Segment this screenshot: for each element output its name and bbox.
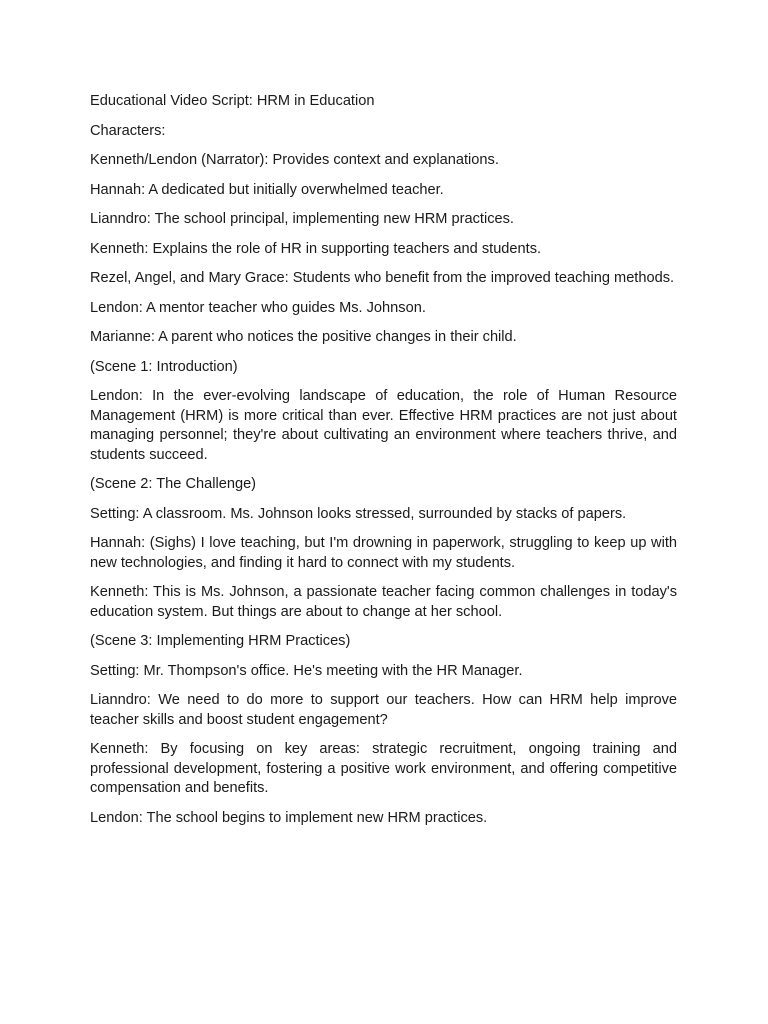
dialogue-paragraph: Hannah: (Sighs) I love teaching, but I'm drowning in paperwork, struggling to keep up with new technologies, and finding it hard to connect with my students. bbox=[90, 535, 677, 571]
character-entry: Kenneth/Lendon (Narrator): Provides context and explanations. bbox=[90, 152, 499, 168]
document-body bbox=[90, 92, 677, 838]
character-entry: Rezel, Angel, and Mary Grace: Students who benefit from the improved teaching methods. bbox=[90, 270, 675, 286]
scene-heading: (Scene 3: Implementing HRM Practices) bbox=[90, 633, 351, 649]
character-entry: Marianne: A parent who notices the positive changes in their child. bbox=[90, 329, 517, 345]
section-heading-characters: Characters: bbox=[90, 122, 166, 139]
setting-paragraph: Setting: Mr. Thompson's office. He's meeting with the HR Manager. bbox=[90, 662, 523, 679]
document-title: Educational Video Script: HRM in Education bbox=[90, 93, 375, 109]
dialogue-paragraph: Kenneth: This is Ms. Johnson, a passionate teacher facing common challenges in today's education system. But things are about to change at her school. bbox=[90, 584, 677, 620]
character-entry: Lendon: A mentor teacher who guides Ms. Johnson. bbox=[90, 299, 426, 316]
character-entry: Hannah: A dedicated but initially overwhelmed teacher. bbox=[90, 181, 444, 198]
dialogue-paragraph: Lendon: The school begins to implement new HRM practices. bbox=[90, 809, 488, 826]
character-entry: Lianndro: The school principal, implementing new HRM practices. bbox=[90, 211, 514, 227]
dialogue-paragraph: Lianndro: We need to do more to support our teachers. How can HRM help improve teacher skills and boost student engagement? bbox=[90, 692, 677, 728]
scene-heading: (Scene 1: Introduction) bbox=[90, 358, 238, 375]
dialogue-paragraph: Lendon: In the ever-evolving landscape of education, the role of Human Resource Management (HRM) is more critical than ever. Effective HRM practices are not just about managing personnel; they're about cultivating an environment where teachers thrive, and students succeed. bbox=[90, 388, 677, 463]
scene-heading: (Scene 2: The Challenge) bbox=[90, 476, 257, 492]
setting-paragraph: Setting: A classroom. Ms. Johnson looks stressed, surrounded by stacks of papers. bbox=[90, 505, 627, 522]
dialogue-paragraph: Kenneth: By focusing on key areas: strategic recruitment, ongoing training and professional development, fostering a positive work environment, and offering competitive compensation and benefits. bbox=[90, 741, 677, 796]
character-entry: Kenneth: Explains the role of HR in supporting teachers and students. bbox=[90, 240, 542, 257]
